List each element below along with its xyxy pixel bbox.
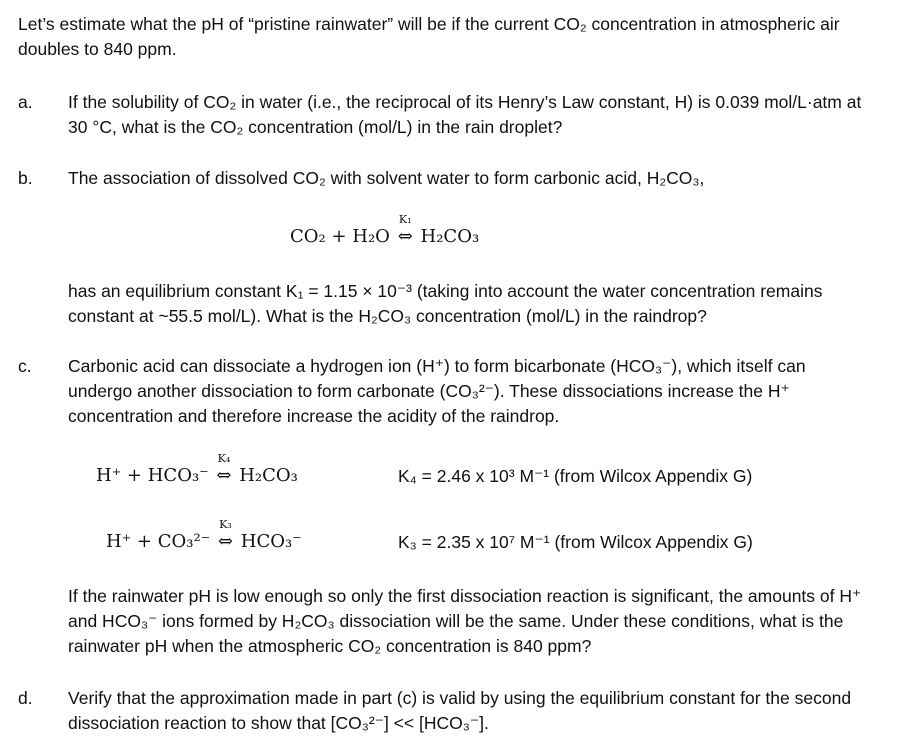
equation-k1-constant: K₁ [398,213,412,226]
part-c-text2: If the rainwater pH is low enough so only the first dissociation reaction is significant, the amounts of H⁺ and HCO₃⁻ ions formed by H₂CO₃ dissociation will be the same. Under these conditions, what is the rainwater pH when the atmospheric CO₂ concentration is 840 ppm? [68,586,862,656]
equation-k1-right: H₂CO₃ [420,226,480,247]
equation-k1-left: CO₂ + H₂O [290,226,390,247]
intro-paragraph: Let’s estimate what the pH of “pristine rainwater” will be if the current CO₂ concentration in atmospheric air doubles to 840 ppm. [18,14,840,59]
equation-k3-constant: K₃ [219,518,232,531]
equilibrium-arrow: ⇔ K₃ [217,518,234,552]
k4-value: K₄ = 2.46 x 10³ M⁻¹ (from Wilcox Appendix G) [398,466,753,486]
part-a-label: a. [18,92,33,112]
equation-k4 [96,452,298,486]
equation-k4-constant: K₄ [217,452,231,465]
part-b-text: The association of dissolved CO₂ with solvent water to form carbonic acid, H₂CO₃, [68,168,705,188]
part-a-text: If the solubility of CO₂ in water (i.e., the reciprocal of its Henry’s Law constant, H) is 0.039 mol/L·atm at 30 °C, what is the CO₂ concentration (mol/L) in the rain droplet? [68,92,862,137]
part-d-text: Verify that the approximation made in part (c) is valid by using the equilibrium constant for the second dissociation reaction to show that [CO₃²⁻] << [HCO₃⁻]. [68,688,852,733]
equilibrium-arrow: ⇔ K₁ [397,213,413,247]
equilibrium-arrow: ⇔ K₄ [216,452,232,486]
part-d-label: d. [18,688,33,708]
part-b-label: b. [18,168,33,188]
part-b-text2: has an equilibrium constant K₁ = 1.15 × 10⁻³ (taking into account the water concentration remains constant at ~55.5 mol/L). What is the H₂CO₃ concentration (mol/L) in the raindrop? [68,281,823,326]
k3-value: K₃ = 2.35 x 10⁷ M⁻¹ (from Wilcox Appendix G) [398,532,753,552]
equation-k3-right: HCO₃⁻ [240,531,302,552]
part-c-text: Carbonic acid can dissociate a hydrogen ion (H⁺) to form bicarbonate (HCO₃⁻), which itself can undergo another dissociation to form carbonate (CO₃²⁻). These dissociations increase the H⁺ concentration and therefore increase the acidity of the raindrop. [68,356,806,426]
equation-k4-left: H⁺ + HCO₃⁻ [96,465,209,486]
equation-k1 [290,213,480,247]
equation-k4-right: H₂CO₃ [239,465,298,486]
equation-k3 [106,518,302,552]
part-c-label: c. [18,356,32,376]
equation-k3-left: H⁺ + CO₃²⁻ [106,531,211,552]
